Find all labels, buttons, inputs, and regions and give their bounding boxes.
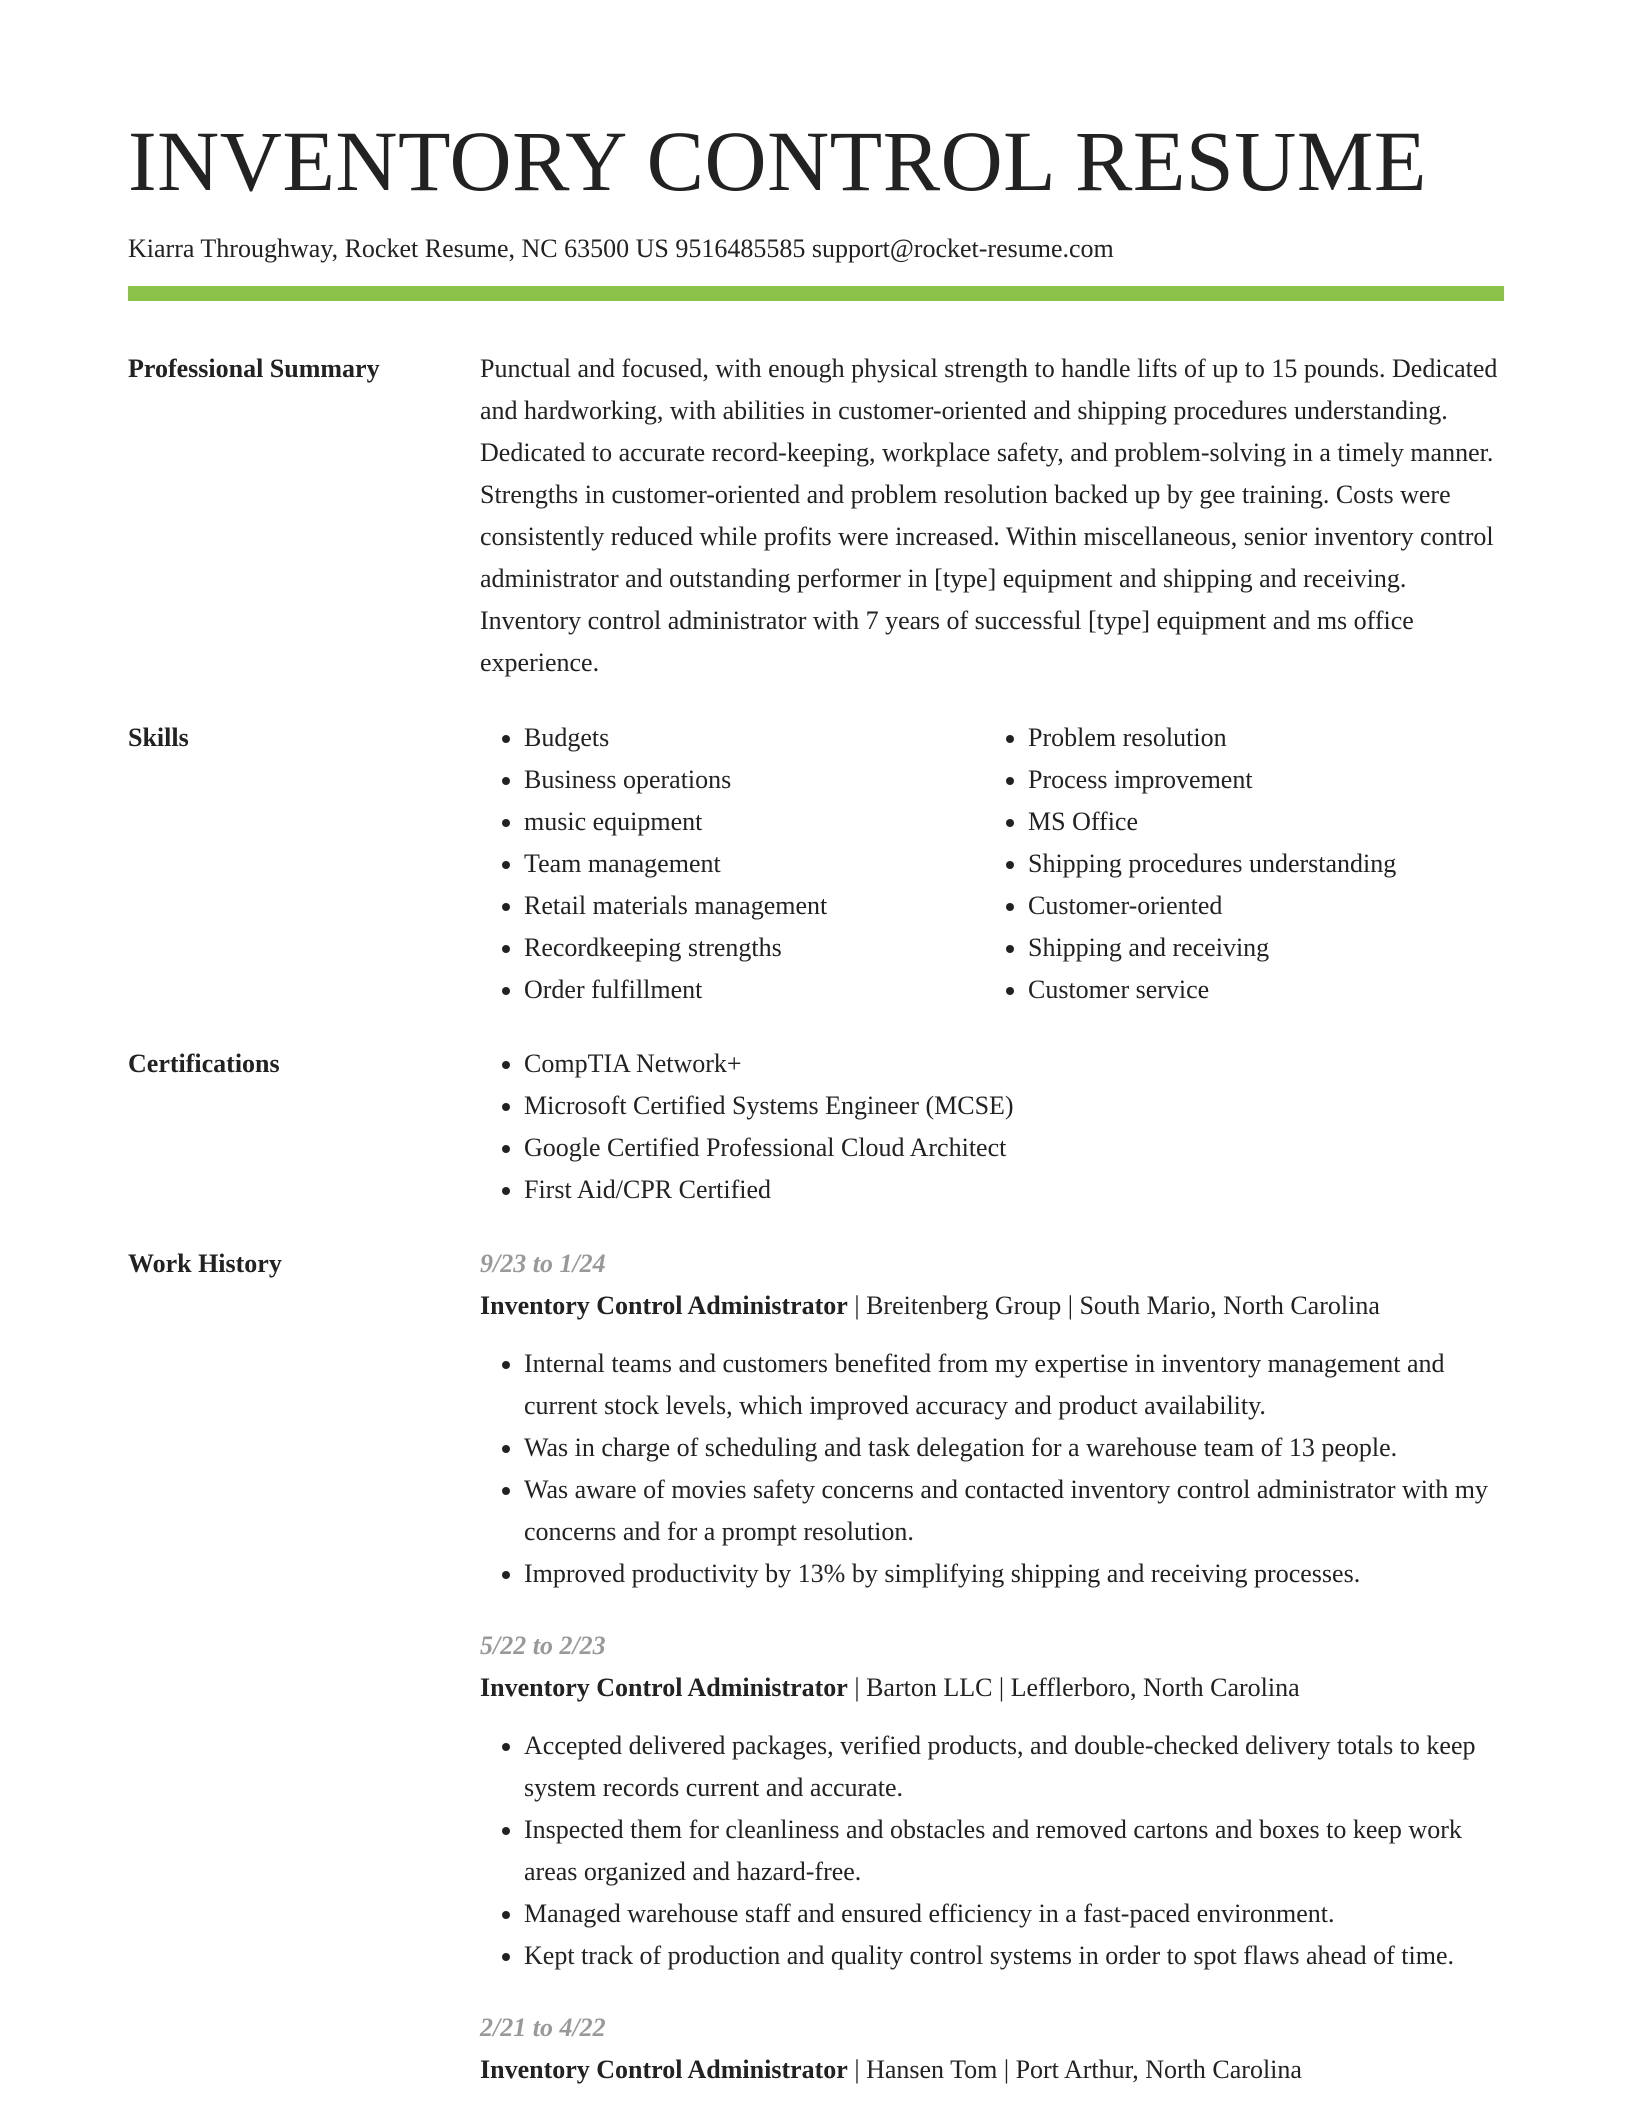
job-duty-item: • Was aware of movies safety concerns and contacted inventory control administrator with my concerns and for a prompt resolution.: [524, 1469, 1504, 1553]
certification-item: • First Aid/CPR Certified: [524, 1169, 1504, 1211]
job-heading: [480, 2049, 1504, 2091]
skills-list-right: [984, 717, 1488, 1011]
summary-text: Punctual and focused, with enough physical strength to handle lifts of up to 15 pounds. Dedicated and hardworking, with abilities in customer-oriented and shipping procedures understanding. Dedicated to accurate record-keeping, workplace safety, and problem-solving in a timely manner. Strengths in customer-oriented and problem resolution backed up by gee training. Costs were consistently reduced while profits were increased. Within miscellaneous, senior inventory control administrator and outstanding performer in [type] equipment and shipping and receiving. Inventory control administrator with 7 years of successful [type] equipment and ms office experience.: [480, 354, 1498, 677]
work-history-body: [480, 1243, 1504, 2121]
skill-item: • Shipping and receiving: [1028, 927, 1488, 969]
skills-heading: Skills: [128, 723, 189, 752]
certification-item: • CompTIA Network+: [524, 1043, 1504, 1085]
job-duty-item: • Inspected them for cleanliness and obstacles and removed cartons and boxes to keep work areas organized and hazard-free.: [524, 1809, 1504, 1893]
skill-item: • Problem resolution: [1028, 717, 1488, 759]
summary-heading: Professional Summary: [128, 354, 380, 383]
job-heading: [480, 1667, 1504, 1709]
accent-divider: [128, 286, 1504, 301]
certifications-body: [480, 1043, 1504, 1211]
certifications-heading: Certifications: [128, 1049, 280, 1078]
certifications-list: [480, 1043, 1504, 1211]
skills-list-left: [480, 717, 984, 1011]
job-duty-item: • Internal teams and customers benefited from my expertise in inventory management and current stock levels, which improved accuracy and product availability.: [524, 1343, 1504, 1427]
job-dates: 9/23 to 1/24: [480, 1249, 606, 1278]
job-title: Inventory Control Administrator: [480, 2055, 848, 2084]
job-employer-location: | Breitenberg Group | South Mario, North Carolina: [847, 1291, 1380, 1320]
job-entry: [480, 2007, 1504, 2091]
job-duty-item: • Improved productivity by 13% by simplifying shipping and receiving processes.: [524, 1553, 1504, 1595]
job-dates: 2/21 to 4/22: [480, 2013, 606, 2042]
resume-title: INVENTORY CONTROL RESUME: [128, 113, 1427, 209]
skill-item: • Process improvement: [1028, 759, 1488, 801]
skill-item: • Retail materials management: [524, 885, 984, 927]
skills-column-left: [480, 717, 984, 1011]
job-title: Inventory Control Administrator: [480, 1673, 848, 1702]
contact-line: Kiarra Throughway, Rocket Resume, NC 63500 US 9516485585 support@rocket-resume.com: [128, 234, 1114, 263]
skill-item: • music equipment: [524, 801, 984, 843]
skill-item: • Business operations: [524, 759, 984, 801]
work-history-heading: Work History: [128, 1249, 282, 1278]
skill-item: • Team management: [524, 843, 984, 885]
skill-item: • Customer service: [1028, 969, 1488, 1011]
job-duty-item: • Was in charge of scheduling and task delegation for a warehouse team of 13 people.: [524, 1427, 1504, 1469]
job-duty-item: • Managed warehouse staff and ensured efficiency in a fast-paced environment.: [524, 1893, 1504, 1935]
skill-item: • Shipping procedures understanding: [1028, 843, 1488, 885]
skill-item: • Budgets: [524, 717, 984, 759]
certification-item: • Microsoft Certified Systems Engineer (MCSE): [524, 1085, 1504, 1127]
job-entry: [480, 1625, 1504, 1977]
job-employer-location: | Hansen Tom | Port Arthur, North Carolina: [847, 2055, 1302, 2084]
skill-item: • Customer-oriented: [1028, 885, 1488, 927]
skill-item: • MS Office: [1028, 801, 1488, 843]
job-title: Inventory Control Administrator: [480, 1291, 848, 1320]
summary-body: [480, 348, 1504, 684]
skills-body: [480, 717, 1504, 1011]
job-entry: [480, 1243, 1504, 1595]
job-dates: 5/22 to 2/23: [480, 1631, 606, 1660]
job-heading: [480, 1285, 1504, 1327]
skill-item: • Recordkeeping strengths: [524, 927, 984, 969]
job-duties-list: [480, 1725, 1504, 1977]
certification-item: • Google Certified Professional Cloud Architect: [524, 1127, 1504, 1169]
job-duties-list: [480, 1343, 1504, 1595]
skill-item: • Order fulfillment: [524, 969, 984, 1011]
job-duty-item: • Kept track of production and quality control systems in order to spot flaws ahead of time.: [524, 1935, 1504, 1977]
job-duty-item: • Accepted delivered packages, verified products, and double-checked delivery totals to keep system records current and accurate.: [524, 1725, 1504, 1809]
job-employer-location: | Barton LLC | Lefflerboro, North Carolina: [847, 1673, 1300, 1702]
skills-column-right: [984, 717, 1488, 1011]
